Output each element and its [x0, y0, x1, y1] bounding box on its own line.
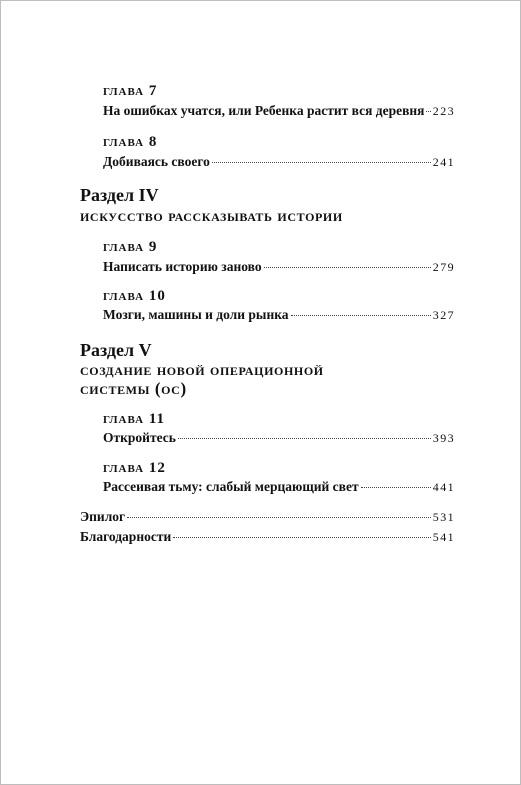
chapter-7-label: глава 7	[103, 83, 158, 99]
chapter-7-title: На ошибках учатся, или Ребенка растит вся деревня	[103, 103, 425, 118]
epilogue-page: 531	[432, 510, 455, 524]
leader-dots	[212, 162, 431, 163]
leader-dots	[173, 537, 431, 538]
chapter-10-page: 327	[432, 308, 455, 322]
part-5-title-line-1: создание новой операционной	[80, 360, 324, 379]
chapter-12-label: глава 12	[103, 460, 166, 476]
leader-dots	[426, 111, 430, 112]
acknowledgments-entry[interactable]	[80, 528, 455, 546]
chapter-10-title: Мозги, машины и доли рынка	[103, 307, 289, 322]
leader-dots	[264, 267, 431, 268]
chapter-7-page: 223	[432, 104, 455, 118]
chapter-7-entry[interactable]	[103, 102, 455, 120]
part-4-label: Раздел IV	[80, 185, 159, 205]
chapter-8-label: глава 8	[103, 134, 158, 150]
chapter-8-entry[interactable]	[103, 153, 455, 171]
leader-dots	[361, 487, 431, 488]
acknowledgments-title: Благодарности	[80, 529, 172, 544]
chapter-11-title: Откройтесь	[103, 430, 176, 445]
chapter-12-page: 441	[432, 480, 455, 494]
epilogue-title: Эпилог	[80, 509, 126, 524]
chapter-9-label: глава 9	[103, 239, 158, 255]
chapter-9-entry[interactable]	[103, 258, 455, 276]
chapter-11-label: глава 11	[103, 411, 165, 427]
chapter-12-title: Рассеивая тьму: слабый мерцающий свет	[103, 479, 359, 494]
leader-dots	[178, 438, 431, 439]
chapter-10-label: глава 10	[103, 288, 166, 304]
epilogue-entry[interactable]	[80, 508, 455, 526]
chapter-10-entry[interactable]	[103, 306, 455, 324]
chapter-11-entry[interactable]	[103, 429, 455, 447]
part-4-title: искусство рассказывать истории	[80, 206, 343, 225]
chapter-9-page: 279	[432, 260, 455, 274]
part-5-title-line-2: системы (ос)	[80, 379, 187, 398]
chapter-9-title: Написать историю заново	[103, 259, 262, 274]
chapter-12-entry[interactable]	[103, 478, 455, 496]
chapter-11-page: 393	[432, 431, 455, 445]
acknowledgments-page: 541	[432, 530, 455, 544]
leader-dots	[127, 517, 431, 518]
chapter-8-page: 241	[432, 155, 455, 169]
chapter-8-title: Добиваясь своего	[103, 154, 210, 169]
part-5-label: Раздел V	[80, 340, 152, 360]
leader-dots	[291, 315, 431, 316]
